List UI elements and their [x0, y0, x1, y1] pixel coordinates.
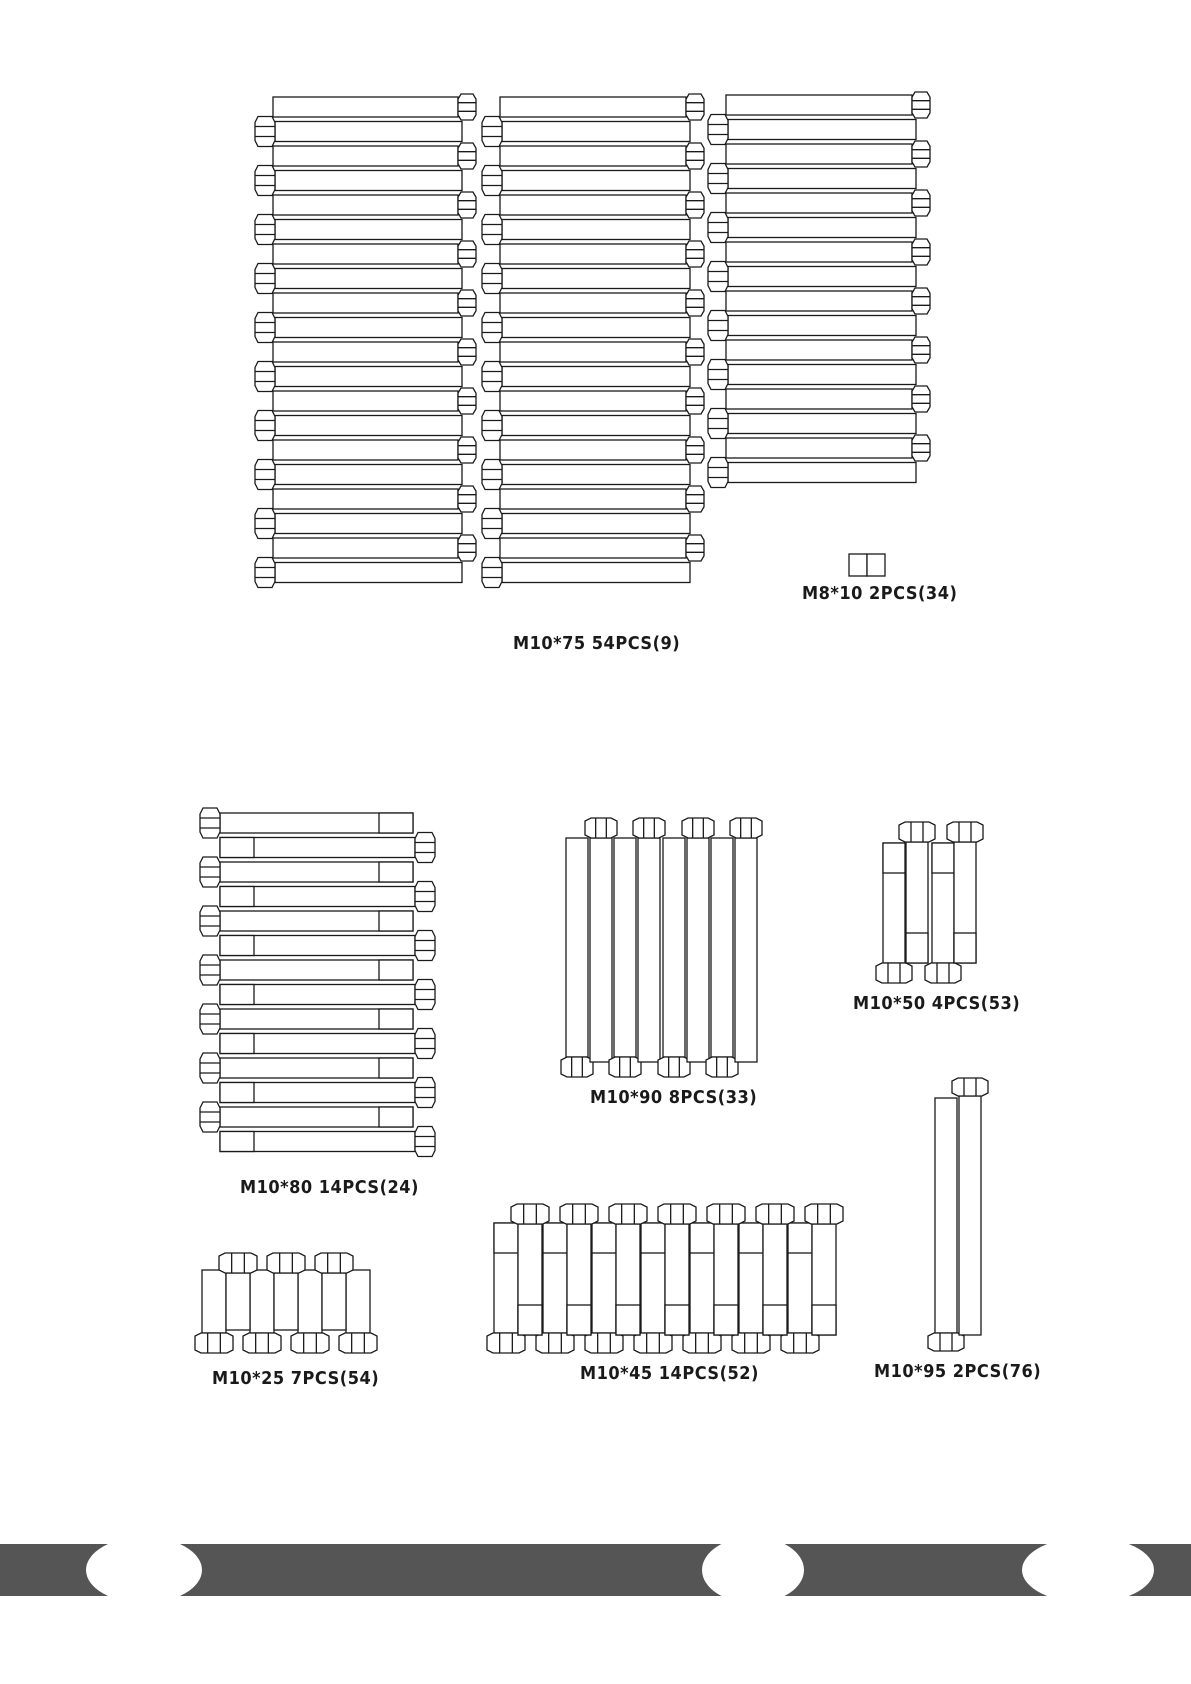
bolt-shank: [502, 563, 690, 583]
label-m10x45: M10*45 14PCS(52): [580, 1363, 759, 1384]
bolt-head: [482, 313, 502, 343]
bolt-head: [200, 955, 220, 985]
footer-oval-right: [1022, 1537, 1154, 1603]
bolt-shank: [726, 438, 912, 458]
bolt-head: [876, 963, 912, 983]
bolt-head: [458, 290, 476, 316]
bolt-shank: [202, 1270, 226, 1333]
bolt-shank: [275, 171, 462, 191]
bolt-head: [585, 818, 617, 838]
bolt-head: [482, 362, 502, 392]
footer-oval-center: [702, 1537, 804, 1603]
bolt-head: [912, 92, 930, 118]
small-bolt: [849, 554, 867, 576]
bolt-head: [482, 411, 502, 441]
bolts-m10x75-group: [255, 92, 930, 588]
bolt-shank: [726, 95, 912, 115]
label-m10x75: M10*75 54PCS(9): [513, 633, 681, 654]
bolt-thread: [954, 933, 976, 963]
bolt-thread: [932, 843, 954, 873]
bolt-shank: [275, 220, 462, 240]
bolt-thread: [379, 1009, 413, 1029]
bolt-head: [683, 1333, 721, 1353]
bolt-shank: [273, 244, 458, 264]
bolt-shank: [726, 340, 912, 360]
label-m10x25: M10*25 7PCS(54): [212, 1368, 380, 1389]
bolt-head: [585, 1333, 623, 1353]
bolt-shank: [726, 291, 912, 311]
bolt-head: [682, 818, 714, 838]
bolt-head: [200, 808, 220, 838]
bolt-thread: [690, 1223, 714, 1253]
bolt-shank: [735, 838, 757, 1062]
bolt-head: [255, 166, 275, 196]
bolt-shank: [273, 342, 458, 362]
bolt-shank: [275, 563, 462, 583]
bolt-head: [686, 290, 704, 316]
bolt-head: [291, 1333, 329, 1353]
bolt-head: [912, 239, 930, 265]
bolt-thread: [665, 1305, 689, 1335]
bolt-head: [912, 435, 930, 461]
bolt-head: [928, 1333, 964, 1351]
bolt-shank: [728, 267, 916, 287]
bolt-thread: [220, 1083, 254, 1103]
bolt-head: [708, 458, 728, 488]
bolt-thread: [567, 1305, 591, 1335]
bolt-thread: [220, 887, 254, 907]
bolt-head: [415, 931, 435, 961]
bolt-shank: [500, 391, 686, 411]
bolt-head: [415, 1078, 435, 1108]
bolt-head: [255, 313, 275, 343]
bolt-head: [243, 1333, 281, 1353]
small-bolt: [867, 554, 885, 576]
bolt-head: [255, 558, 275, 588]
bolt-head: [415, 980, 435, 1010]
bolt-head: [708, 262, 728, 292]
bolt-shank: [273, 293, 458, 313]
bolt-head: [511, 1204, 549, 1224]
bolt-head: [947, 822, 983, 842]
bolt-head: [255, 264, 275, 294]
bolt-head: [686, 486, 704, 512]
bolt-head: [200, 857, 220, 887]
bolt-shank: [273, 440, 458, 460]
bolt-shank: [502, 171, 690, 191]
bolt-shank: [502, 122, 690, 142]
bolt-shank: [275, 465, 462, 485]
bolt-head: [482, 558, 502, 588]
bolt-head: [458, 241, 476, 267]
bolt-thread: [788, 1223, 812, 1253]
bolt-head: [267, 1253, 305, 1273]
bolt-shank: [273, 195, 458, 215]
bolt-shank: [502, 514, 690, 534]
bolt-shank: [500, 440, 686, 460]
bolt-head: [482, 117, 502, 147]
bolt-head: [708, 164, 728, 194]
bolt-shank: [663, 838, 685, 1057]
bolts-m10x80-group: [200, 808, 435, 1157]
bolt-head: [560, 1204, 598, 1224]
bolt-head: [609, 1204, 647, 1224]
bolt-shank: [959, 1096, 981, 1335]
bolt-head: [925, 963, 961, 983]
bolt-shank: [322, 1273, 346, 1330]
bolt-shank: [728, 414, 916, 434]
bolt-shank: [500, 195, 686, 215]
bolt-thread: [641, 1223, 665, 1253]
bolts-m10x90-group: [561, 818, 762, 1077]
bolt-thread: [763, 1305, 787, 1335]
bolt-head: [195, 1333, 233, 1353]
bolt-thread: [220, 1132, 254, 1152]
bolt-head: [255, 117, 275, 147]
bolt-head: [686, 192, 704, 218]
bolt-head: [686, 143, 704, 169]
bolt-head: [805, 1204, 843, 1224]
bolt-shank: [273, 146, 458, 166]
bolt-shank: [728, 120, 916, 140]
label-m10x80: M10*80 14PCS(24): [240, 1177, 419, 1198]
bolt-shank: [687, 838, 709, 1062]
bolt-shank: [273, 538, 458, 558]
bolt-head: [708, 360, 728, 390]
bolt-head: [415, 1029, 435, 1059]
bolt-thread: [220, 838, 254, 858]
bolt-thread: [592, 1223, 616, 1253]
bolt-head: [458, 192, 476, 218]
bolt-shank: [502, 318, 690, 338]
bolt-shank: [275, 269, 462, 289]
bolt-shank: [273, 97, 458, 117]
bolt-head: [458, 339, 476, 365]
bolt-head: [255, 460, 275, 490]
bolt-head: [200, 906, 220, 936]
bolt-shank: [500, 538, 686, 558]
footer-oval-left: [86, 1537, 202, 1603]
bolt-thread: [714, 1305, 738, 1335]
label-m10x95: M10*95 2PCS(76): [874, 1361, 1042, 1382]
bolt-head: [912, 337, 930, 363]
bolt-thread: [739, 1223, 763, 1253]
bolt-thread: [220, 985, 254, 1005]
bolt-head: [561, 1057, 593, 1077]
bolt-head: [458, 437, 476, 463]
bolt-head: [633, 818, 665, 838]
bolt-head: [732, 1333, 770, 1353]
bolt-shank: [711, 838, 733, 1057]
bolt-head: [200, 1102, 220, 1132]
bolt-thread: [379, 1107, 413, 1127]
bolt-head: [634, 1333, 672, 1353]
bolt-thread: [220, 936, 254, 956]
bolt-head: [686, 94, 704, 120]
bolt-shank: [728, 365, 916, 385]
bolt-head: [315, 1253, 353, 1273]
bolt-head: [912, 190, 930, 216]
bolt-head: [487, 1333, 525, 1353]
bolt-shank: [566, 838, 588, 1057]
bolt-shank: [502, 465, 690, 485]
bolt-shank: [275, 122, 462, 142]
bolt-head: [255, 215, 275, 245]
bolt-thread: [379, 911, 413, 931]
bolt-head: [415, 1127, 435, 1157]
bolt-head: [458, 94, 476, 120]
bolt-shank: [726, 389, 912, 409]
bolt-head: [482, 509, 502, 539]
bolt-shank: [726, 193, 912, 213]
bolts-m10x25-group: [195, 1253, 377, 1353]
bolt-head: [708, 409, 728, 439]
bolt-head: [609, 1057, 641, 1077]
bolt-head: [686, 388, 704, 414]
bolt-head: [415, 833, 435, 863]
bolt-shank: [274, 1273, 298, 1330]
bolt-shank: [726, 242, 912, 262]
bolt-head: [482, 460, 502, 490]
bolt-shank: [935, 1098, 957, 1333]
bolt-shank: [638, 838, 660, 1062]
bolt-shank: [728, 169, 916, 189]
bolt-head: [707, 1204, 745, 1224]
bolt-head: [899, 822, 935, 842]
bolt-head: [339, 1333, 377, 1353]
bolt-head: [219, 1253, 257, 1273]
bolt-shank: [500, 244, 686, 264]
bolt-shank: [500, 293, 686, 313]
bolt-head: [482, 215, 502, 245]
bolt-shank: [275, 514, 462, 534]
bolt-head: [686, 339, 704, 365]
bolt-shank: [500, 489, 686, 509]
bolt-head: [912, 141, 930, 167]
bolt-thread: [616, 1305, 640, 1335]
bolt-thread: [812, 1305, 836, 1335]
bolt-shank: [500, 342, 686, 362]
label-m10x90: M10*90 8PCS(33): [590, 1087, 758, 1108]
bolts-m10x50-group: [876, 822, 983, 983]
bolt-head: [458, 143, 476, 169]
bolt-shank: [273, 391, 458, 411]
bolt-thread: [220, 1034, 254, 1054]
bolt-shank: [502, 220, 690, 240]
label-m10x50: M10*50 4PCS(53): [853, 993, 1021, 1014]
bolts-m10x45-group: [487, 1204, 843, 1353]
bolt-head: [912, 386, 930, 412]
bolt-head: [706, 1057, 738, 1077]
bolt-shank: [728, 463, 916, 483]
bolt-thread: [379, 862, 413, 882]
bolt-head: [200, 1053, 220, 1083]
bolt-thread: [379, 813, 413, 833]
bolt-head: [482, 166, 502, 196]
bolt-shank: [728, 316, 916, 336]
bolt-head: [708, 115, 728, 145]
bolt-thread: [543, 1223, 567, 1253]
bolt-thread: [906, 933, 928, 963]
bolts-m8x10-group: [849, 554, 885, 576]
bolt-head: [730, 818, 762, 838]
bolt-head: [686, 437, 704, 463]
bolt-head: [686, 241, 704, 267]
bolt-head: [952, 1078, 988, 1096]
bolt-shank: [500, 97, 686, 117]
bolt-head: [781, 1333, 819, 1353]
bolt-head: [255, 362, 275, 392]
bolt-thread: [518, 1305, 542, 1335]
bolt-shank: [346, 1270, 370, 1333]
bolt-head: [415, 882, 435, 912]
bolt-shank: [502, 269, 690, 289]
bolt-head: [658, 1057, 690, 1077]
bolt-shank: [726, 144, 912, 164]
bolt-thread: [379, 1058, 413, 1078]
bolt-head: [458, 486, 476, 512]
bolt-shank: [273, 489, 458, 509]
bolt-head: [686, 535, 704, 561]
bolt-head: [756, 1204, 794, 1224]
bolt-shank: [502, 367, 690, 387]
label-m8x10: M8*10 2PCS(34): [802, 583, 958, 604]
bolt-shank: [298, 1270, 322, 1333]
bolt-shank: [226, 1273, 250, 1330]
bolt-head: [458, 388, 476, 414]
bolt-head: [912, 288, 930, 314]
bolt-head: [482, 264, 502, 294]
bolt-shank: [275, 416, 462, 436]
bolt-shank: [275, 367, 462, 387]
bolt-head: [458, 535, 476, 561]
bolt-head: [255, 411, 275, 441]
bolt-shank: [250, 1270, 274, 1333]
bolt-head: [200, 1004, 220, 1034]
bolt-shank: [614, 838, 636, 1057]
bolt-head: [536, 1333, 574, 1353]
bolt-head: [708, 213, 728, 243]
bolts-m10x95-group: [928, 1078, 988, 1351]
bolt-thread: [379, 960, 413, 980]
bolt-head: [658, 1204, 696, 1224]
bolt-thread: [883, 843, 905, 873]
bolt-shank: [590, 838, 612, 1062]
bolt-shank: [500, 146, 686, 166]
bolt-head: [255, 509, 275, 539]
bolt-thread: [494, 1223, 518, 1253]
bolt-head: [708, 311, 728, 341]
bolt-shank: [275, 318, 462, 338]
bolt-shank: [728, 218, 916, 238]
bolt-shank: [502, 416, 690, 436]
